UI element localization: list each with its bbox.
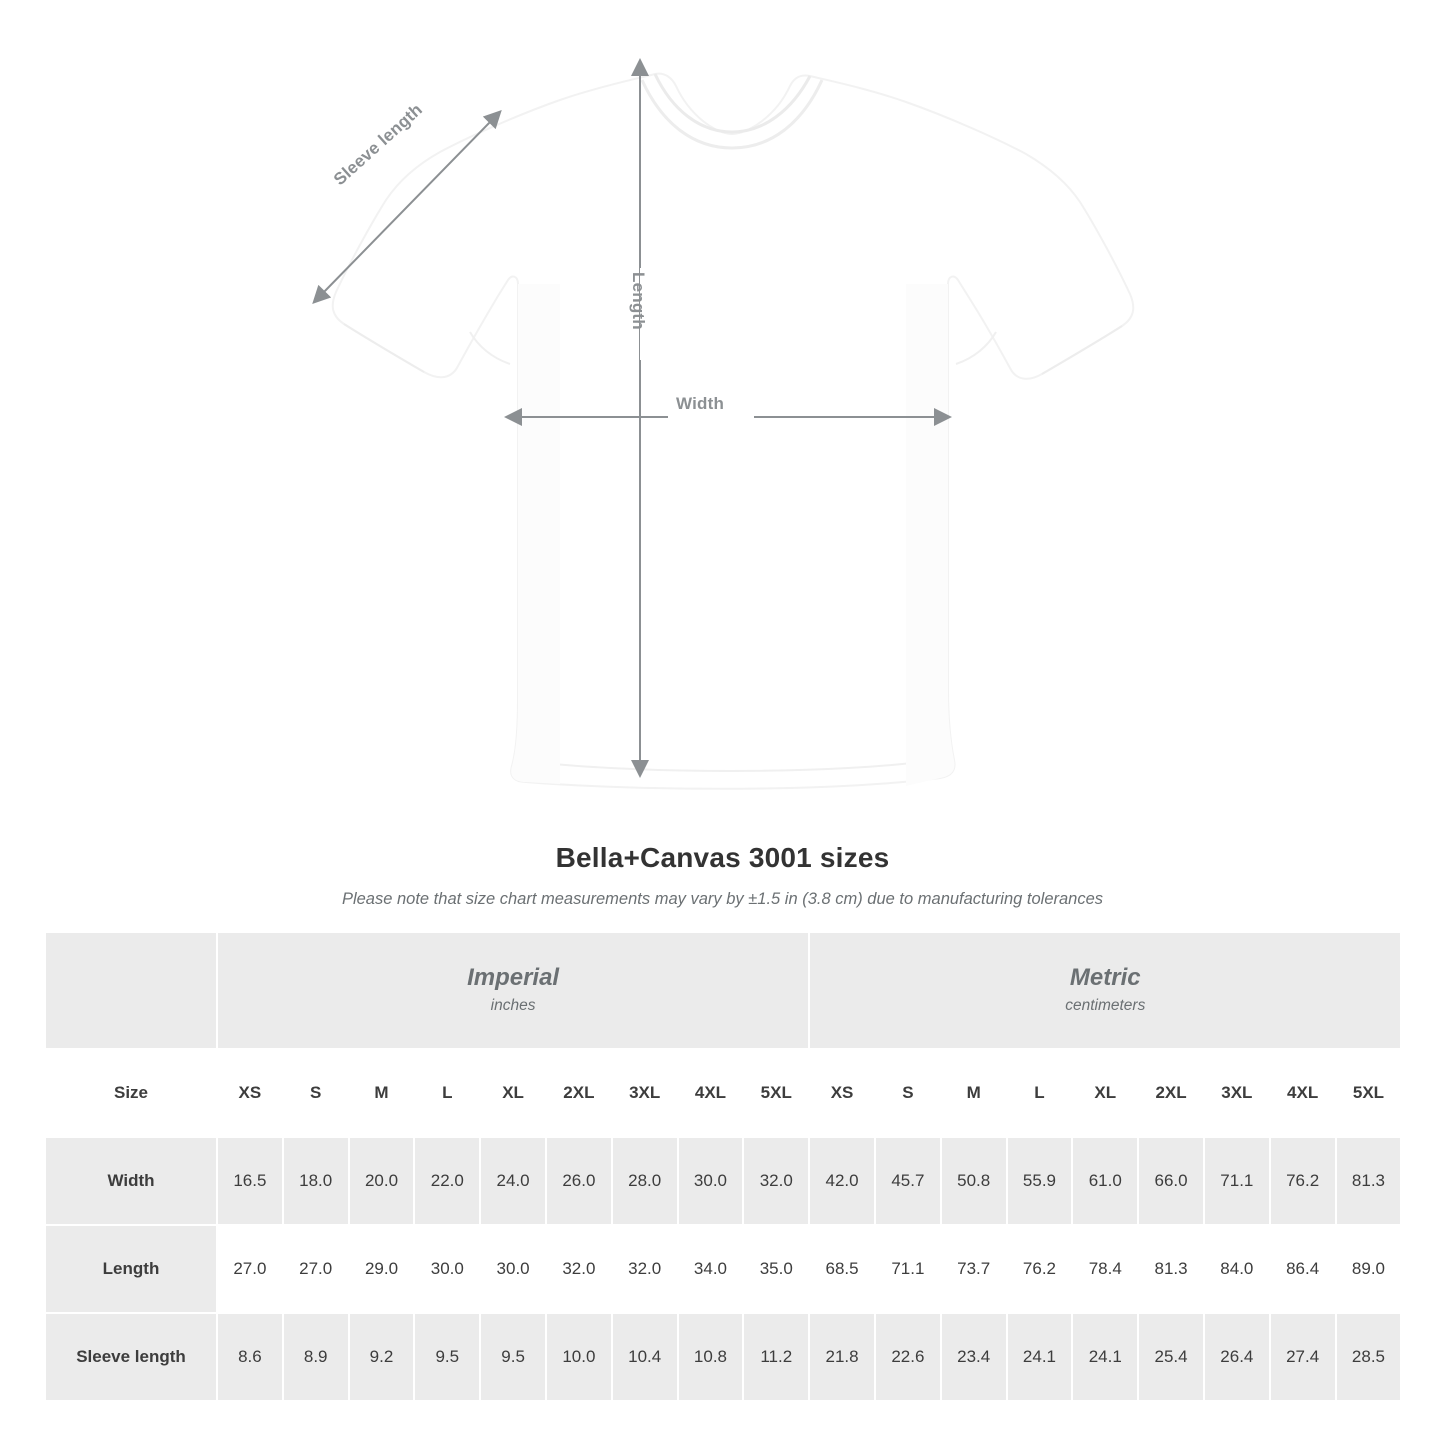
cell-sleeve-10: 22.6 (875, 1313, 941, 1401)
table-row-length (45, 1225, 1401, 1313)
size-col-imperial-3xl: 3XL (612, 1049, 678, 1137)
unit-sub-imperial: inches (490, 997, 536, 1015)
tshirt-shape (333, 74, 1134, 789)
cell-sleeve-13: 24.1 (1072, 1313, 1138, 1401)
size-row-label: Size (45, 1049, 217, 1137)
cell-width-15: 71.1 (1204, 1137, 1270, 1225)
size-col-imperial-5xl: 5XL (743, 1049, 809, 1137)
cell-sleeve-15: 26.4 (1204, 1313, 1270, 1401)
cell-width-14: 66.0 (1138, 1137, 1204, 1225)
size-col-imperial-xl: XL (480, 1049, 546, 1137)
cell-sleeve-6: 10.4 (612, 1313, 678, 1401)
cell-length-17: 89.0 (1336, 1225, 1402, 1313)
cell-width-5: 26.0 (546, 1137, 612, 1225)
size-header-row (45, 1049, 1401, 1137)
cell-width-8: 32.0 (743, 1137, 809, 1225)
cell-sleeve-7: 10.8 (678, 1313, 744, 1401)
cell-width-4: 24.0 (480, 1137, 546, 1225)
cell-sleeve-8: 11.2 (743, 1313, 809, 1401)
cell-length-8: 35.0 (743, 1225, 809, 1313)
unit-group-imperial (217, 932, 809, 1049)
row-label-length: Length (45, 1225, 217, 1313)
table-row-width (45, 1137, 1401, 1225)
row-label-width: Width (45, 1137, 217, 1225)
width-label: Width (676, 394, 725, 413)
size-col-metric-xl: XL (1072, 1049, 1138, 1137)
size-col-metric-2xl: 2XL (1138, 1049, 1204, 1137)
row-label-sleeve-length: Sleeve length (45, 1313, 217, 1401)
cell-length-10: 71.1 (875, 1225, 941, 1313)
size-col-metric-4xl: 4XL (1270, 1049, 1336, 1137)
cell-sleeve-12: 24.1 (1007, 1313, 1073, 1401)
cell-width-11: 50.8 (941, 1137, 1007, 1225)
unit-sub-metric: centimeters (1065, 997, 1146, 1015)
cell-sleeve-5: 10.0 (546, 1313, 612, 1401)
cell-length-3: 30.0 (414, 1225, 480, 1313)
page-title: Bella+Canvas 3001 sizes (555, 842, 890, 873)
size-col-metric-m: M (941, 1049, 1007, 1137)
unit-name-imperial: Imperial (467, 963, 560, 991)
unit-name-metric: Metric (1069, 963, 1141, 991)
cell-width-13: 61.0 (1072, 1137, 1138, 1225)
cell-sleeve-11: 23.4 (941, 1313, 1007, 1401)
cell-length-1: 27.0 (283, 1225, 349, 1313)
cell-width-12: 55.9 (1007, 1137, 1073, 1225)
cell-length-6: 32.0 (612, 1225, 678, 1313)
cell-sleeve-0: 8.6 (217, 1313, 283, 1401)
cell-sleeve-9: 21.8 (809, 1313, 875, 1401)
cell-width-17: 81.3 (1336, 1137, 1402, 1225)
cell-length-5: 32.0 (546, 1225, 612, 1313)
cell-length-4: 30.0 (480, 1225, 546, 1313)
cell-width-7: 30.0 (678, 1137, 744, 1225)
size-col-metric-3xl: 3XL (1204, 1049, 1270, 1137)
cell-sleeve-14: 25.4 (1138, 1313, 1204, 1401)
cell-length-11: 73.7 (941, 1225, 1007, 1313)
size-col-metric-xs: XS (809, 1049, 875, 1137)
cell-length-14: 81.3 (1138, 1225, 1204, 1313)
cell-width-16: 76.2 (1270, 1137, 1336, 1225)
cell-width-2: 20.0 (349, 1137, 415, 1225)
size-table-wrap (44, 931, 1401, 1402)
cell-width-9: 42.0 (809, 1137, 875, 1225)
size-col-metric-l: L (1007, 1049, 1073, 1137)
cell-sleeve-2: 9.2 (349, 1313, 415, 1401)
cell-length-12: 76.2 (1007, 1225, 1073, 1313)
size-col-imperial-s: S (283, 1049, 349, 1137)
unit-header-row (45, 932, 1401, 1049)
size-col-imperial-4xl: 4XL (678, 1049, 744, 1137)
cell-sleeve-1: 8.9 (283, 1313, 349, 1401)
unit-group-metric (809, 932, 1401, 1049)
size-col-metric-5xl: 5XL (1336, 1049, 1402, 1137)
cell-width-1: 18.0 (283, 1137, 349, 1225)
cell-sleeve-17: 28.5 (1336, 1313, 1402, 1401)
size-col-imperial-2xl: 2XL (546, 1049, 612, 1137)
title-block (0, 842, 1445, 909)
cell-sleeve-16: 27.4 (1270, 1313, 1336, 1401)
cell-width-0: 16.5 (217, 1137, 283, 1225)
cell-length-2: 29.0 (349, 1225, 415, 1313)
cell-width-3: 22.0 (414, 1137, 480, 1225)
cell-length-9: 68.5 (809, 1225, 875, 1313)
size-table (44, 931, 1402, 1402)
size-col-metric-s: S (875, 1049, 941, 1137)
cell-sleeve-3: 9.5 (414, 1313, 480, 1401)
cell-length-15: 84.0 (1204, 1225, 1270, 1313)
size-col-imperial-xs: XS (217, 1049, 283, 1137)
cell-sleeve-4: 9.5 (480, 1313, 546, 1401)
length-label: Length (629, 272, 648, 330)
table-row-sleeve-length (45, 1313, 1401, 1401)
cell-width-6: 28.0 (612, 1137, 678, 1225)
size-col-imperial-m: M (349, 1049, 415, 1137)
cell-length-7: 34.0 (678, 1225, 744, 1313)
cell-length-16: 86.4 (1270, 1225, 1336, 1313)
cell-length-0: 27.0 (217, 1225, 283, 1313)
sleeve-length-label: Sleeve length (330, 99, 427, 190)
tolerance-note: Please note that size chart measurements may vary by ±1.5 in (3.8 cm) due to manufacturing tolerances (341, 890, 1104, 908)
cell-width-10: 45.7 (875, 1137, 941, 1225)
cell-length-13: 78.4 (1072, 1225, 1138, 1313)
size-col-imperial-l: L (414, 1049, 480, 1137)
table-corner-cell (45, 932, 217, 1049)
